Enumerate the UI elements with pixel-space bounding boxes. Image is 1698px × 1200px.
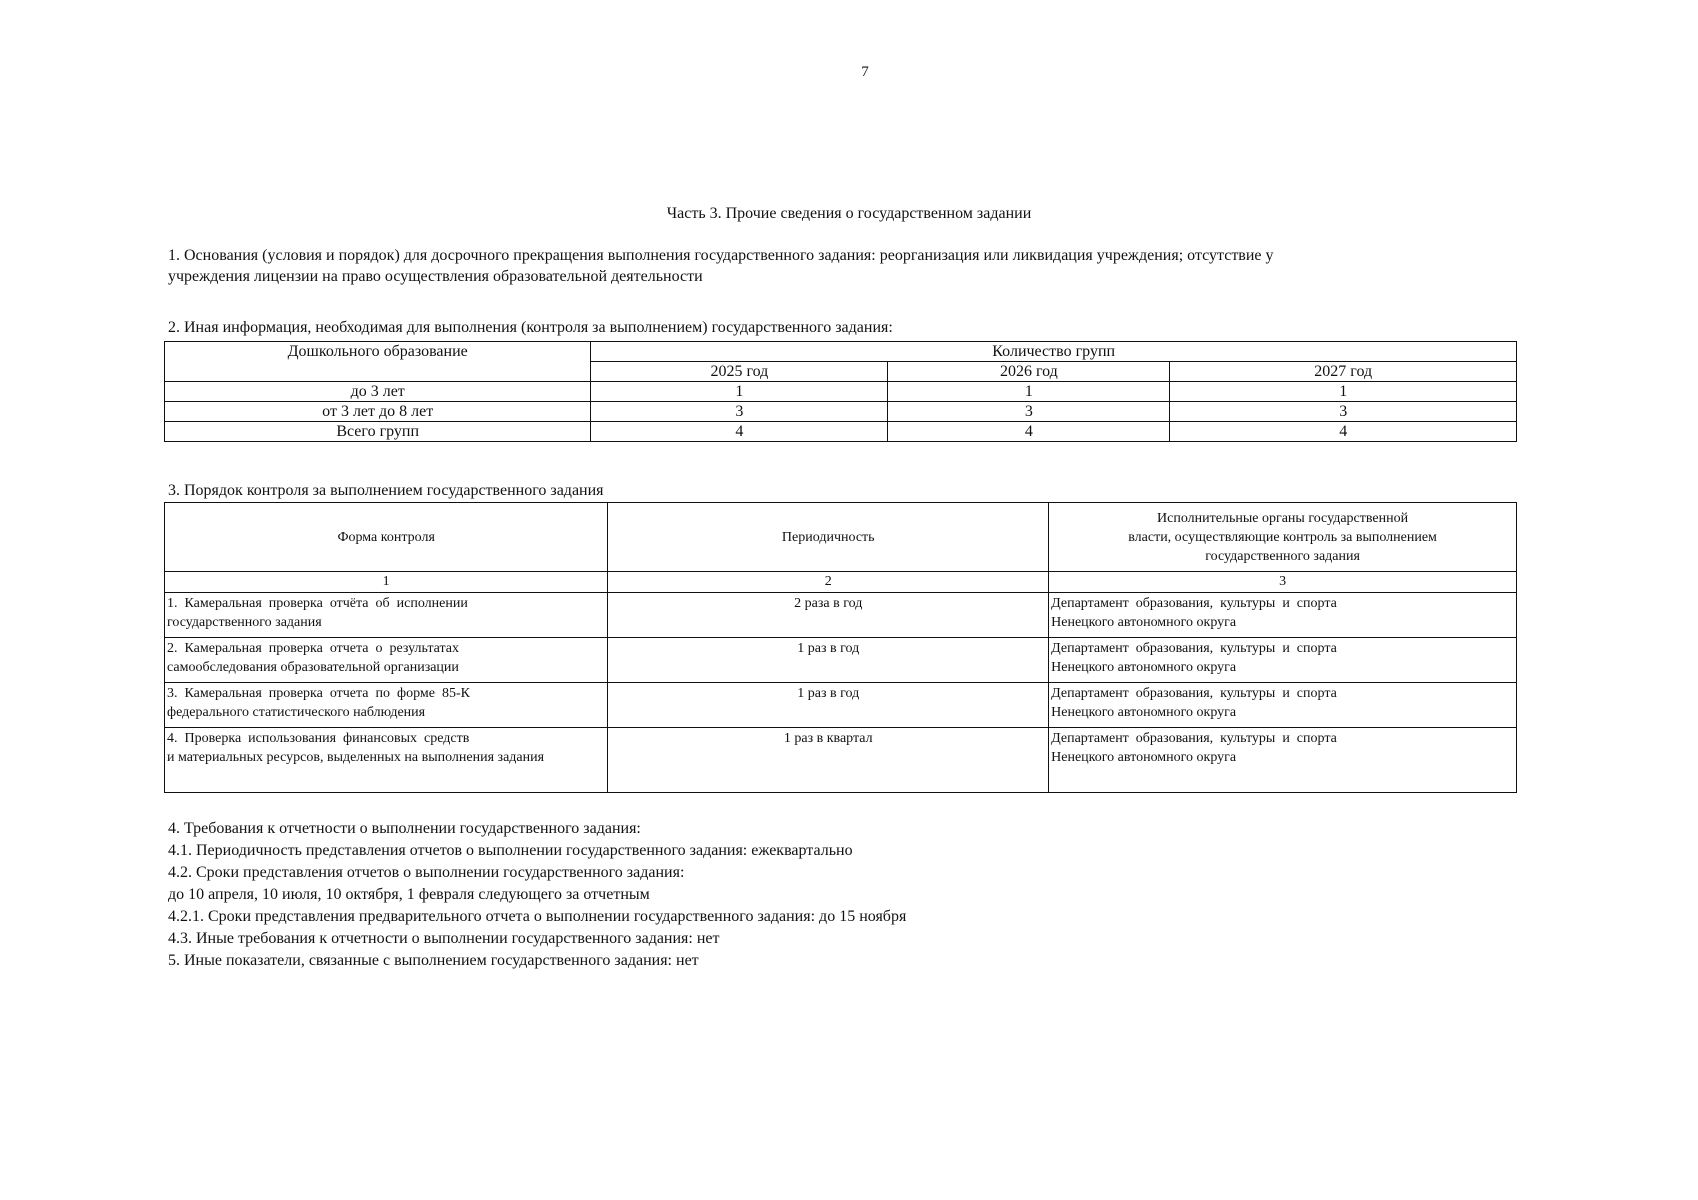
cell-value: 4 [1170, 422, 1517, 442]
organ-line: Департамент образования, культуры и спорта [1051, 641, 1337, 656]
table-row [165, 382, 1517, 402]
header-organ-line: власти, осуществляющие контроль за выполнением [1128, 529, 1437, 545]
period-cell: 1 раз в год [608, 683, 1049, 728]
table-row [165, 422, 1517, 442]
form-cell [165, 728, 608, 793]
section-1-text [168, 245, 1378, 287]
groups-table-header-row [165, 342, 1517, 362]
form-line: 3. Камеральная проверка отчета по форме 85-К [167, 686, 470, 701]
organ-line: Ненецкого автономного округа [1051, 750, 1237, 765]
cell-value: 4 [591, 422, 888, 442]
column-number: 2 [608, 572, 1049, 593]
table-row [165, 683, 1517, 728]
groups-table [164, 341, 1517, 442]
requirement-line: 4.2. Сроки представления отчетов о выполнении государственного задания: [168, 864, 685, 881]
requirement-line: 4. Требования к отчетности о выполнении государственного задания: [168, 820, 641, 837]
year-2025: 2025 год [591, 362, 888, 382]
organ-cell [1049, 593, 1517, 638]
groups-count-header: Количество групп [591, 342, 1517, 362]
form-line: и материальных ресурсов, выделенных на выполнения задания [167, 750, 545, 765]
section-1-line-1: 1. Основания (условия и порядок) для досрочного прекращения выполнения государственного задания: реорганизация или ликвидация учреждения; отсутствие у [168, 247, 1274, 264]
cell-value: 1 [591, 382, 888, 402]
reporting-requirements [168, 818, 906, 972]
form-cell [165, 638, 608, 683]
table-row [165, 593, 1517, 638]
requirement-line: 4.2.1. Сроки представления предварительного отчета о выполнении государственного задания: до 15 ноября [168, 908, 907, 925]
column-number: 3 [1049, 572, 1517, 593]
year-2027: 2027 год [1170, 362, 1517, 382]
column-number: 1 [165, 572, 608, 593]
requirement-line: 5. Иные показатели, связанные с выполнением государственного задания: нет [168, 952, 699, 969]
organ-line: Департамент образования, культуры и спорта [1051, 596, 1337, 611]
header-period: Периодичность [608, 503, 1049, 572]
requirement-line: 4.1. Периодичность представления отчетов о выполнении государственного задания: ежеквартально [168, 842, 853, 859]
organ-line: Департамент образования, культуры и спорта [1051, 731, 1337, 746]
form-line: 1. Камеральная проверка отчёта об исполнении [167, 596, 468, 611]
year-2026: 2026 год [888, 362, 1170, 382]
form-line: 2. Камеральная проверка отчета о результатах [167, 641, 460, 656]
header-form: Форма контроля [165, 503, 608, 572]
section-2-title: 2. Иная информация, необходимая для выполнения (контроля за выполнением) государственного задания: [168, 319, 893, 336]
cell-value: 3 [591, 402, 888, 422]
period-cell: 2 раза в год [608, 593, 1049, 638]
section-1-line-2: учреждения лицензии на право осуществления образовательной деятельности [168, 268, 703, 285]
cell-value: 3 [888, 402, 1170, 422]
requirement-line: 4.3. Иные требования к отчетности о выполнении государственного задания: нет [168, 930, 720, 947]
page-number: 7 [861, 64, 869, 80]
form-cell [165, 683, 608, 728]
row-label: до 3 лет [165, 382, 591, 402]
cell-value: 1 [888, 382, 1170, 402]
organ-line: Ненецкого автономного округа [1051, 660, 1237, 675]
form-line: 4. Проверка использования финансовых средств [167, 731, 470, 746]
form-line: самообследования образовательной организации [167, 660, 459, 675]
row-label: Всего групп [165, 422, 591, 442]
organ-line: Ненецкого автономного округа [1051, 615, 1237, 630]
groups-col-header: Дошкольного образование [165, 342, 591, 382]
organ-line: Департамент образования, культуры и спорта [1051, 686, 1337, 701]
requirement-line: до 10 апреля, 10 июля, 10 октября, 1 февраля следующего за отчетным [168, 886, 650, 903]
header-organ-line: Исполнительные органы государственной [1157, 510, 1409, 526]
control-table-number-row [165, 572, 1517, 593]
form-cell [165, 593, 608, 638]
period-cell: 1 раз в квартал [608, 728, 1049, 793]
organ-cell [1049, 728, 1517, 793]
organ-line: Ненецкого автономного округа [1051, 705, 1237, 720]
period-cell: 1 раз в год [608, 638, 1049, 683]
organ-cell [1049, 638, 1517, 683]
table-row [165, 638, 1517, 683]
form-line: государственного задания [167, 615, 322, 630]
organ-cell [1049, 683, 1517, 728]
cell-value: 3 [1170, 402, 1517, 422]
section-3-title: 3. Порядок контроля за выполнением государственного задания [168, 482, 604, 499]
cell-value: 4 [888, 422, 1170, 442]
header-organ [1049, 503, 1517, 572]
table-row [165, 402, 1517, 422]
control-table [164, 502, 1517, 793]
cell-value: 1 [1170, 382, 1517, 402]
row-label: от 3 лет до 8 лет [165, 402, 591, 422]
table-row [165, 728, 1517, 793]
form-line: федерального статистического наблюдения [167, 705, 426, 720]
control-table-header-row [165, 503, 1517, 572]
header-organ-line: государственного задания [1205, 548, 1360, 564]
part-title: Часть 3. Прочие сведения о государственном задании [666, 205, 1032, 222]
